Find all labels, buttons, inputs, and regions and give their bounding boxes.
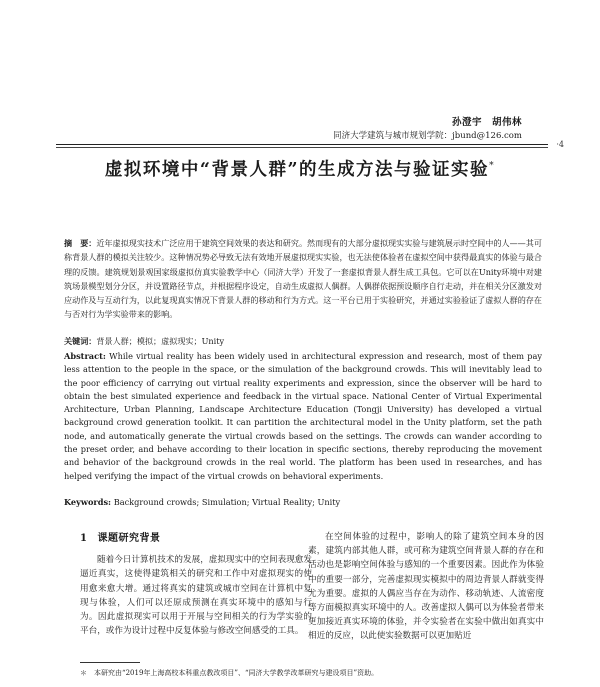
affiliation: 同济大学建筑与城市规划学院：jbund@126.com bbox=[333, 131, 522, 141]
keywords-cn-text: 背景人群；模拟；虚拟现实；Unity bbox=[96, 336, 225, 346]
abstract-english bbox=[64, 350, 542, 483]
abstract-en-text: While virtual reality has been widely used in architectural expression and research, most of them pay less attention to the people in the space, or the simulation of the background crowds. This will inevitably lead to the poor efficiency of carrying out virtual reality experiments and expression, since the observer will be hard to obtain the best simulated experience and feedback in the virtual space. National Center of Virtual Experimental Architecture, Urban Planning, Landscape Architecture Education (Tongji University) has developed a virtual background crowd generation toolkit. It can partition the architectural model in the Unity platform, set the path node, and automatically generate the virtual crowds based on the settings. The crowds can wander according to the preset order, and behave according to their location in specific sections, thereby reproducing the movement and behavior of the background crowds in the real world. The platform has been used in researches, and has helped verifying the impact of the virtual crowds on behavioral experiments. bbox=[64, 351, 542, 481]
authors: 孙澄宇 胡伟林 bbox=[451, 117, 522, 128]
body-paragraph-left: 随着今日计算机技术的发展，虚拟现实中的空间表现愈发逼近真实，这使得建筑相关的研究和工作中对虚拟现实的使用愈来愈大增。通过将真实的建筑或城市空间在计算机中复现与体验，人们可以还原成预测在真实环境中的感知与行为。因此虚拟现实可以用于开展与空间相关的行为学实验的平台，或作为设计过程中反复体验与修改空间感受的工具。 bbox=[80, 555, 312, 637]
keywords-en-label: Keywords: bbox=[64, 497, 112, 507]
paper-title bbox=[0, 156, 600, 181]
paper-title-text: 虚拟环境中“背景人群”的生成方法与验证实验 bbox=[104, 160, 490, 180]
keywords-cn-label: 关键词： bbox=[64, 336, 97, 346]
keywords-chinese bbox=[64, 336, 542, 347]
section-number: 1 bbox=[80, 533, 88, 544]
section-heading bbox=[80, 532, 312, 546]
footnote-rule bbox=[80, 662, 140, 663]
body-column-right bbox=[308, 530, 544, 644]
section-title: 课题研究背景 bbox=[97, 533, 161, 544]
title-footnote-marker: * bbox=[489, 161, 496, 172]
header-rule bbox=[56, 144, 548, 145]
keywords-en-text: Background crowds; Simulation; Virtual Reality; Unity bbox=[113, 497, 341, 507]
body-paragraph-right: 在空间体验的过程中，影响人的除了建筑空间本身的因素，建筑内部其他人群，或可称为建筑空间背景人群的存在和活动也是影响空间体验与感知的一个重要因素。因此作为体验中的重要一部分，完善虚拟现实模拟中的周边背景人群就变得尤为重要。虚拟的人偶应当存在为动作、移动轨迹、人流密度等方面模拟真实环境中的人。改善虚拟人偶可以为体验者带来更加接近真实环境的体验，并令实验者在实验中做出如真实中相近的反应，以此使实验数据可以更加贴近 bbox=[308, 532, 544, 642]
footnote: ＊ 本研究由“2019年上海高校本科重点教改项目”、“同济大学教学改革研究与建设项目”资助。 bbox=[80, 669, 379, 677]
keywords-english bbox=[64, 497, 542, 507]
abstract-chinese bbox=[64, 236, 542, 322]
header-rule-thin bbox=[56, 147, 548, 148]
abstract-cn-label: 摘 要： bbox=[64, 238, 97, 248]
abstract-en-label: Abstract: bbox=[64, 351, 106, 361]
page-mark: ·4 bbox=[556, 140, 564, 149]
body-column-left bbox=[80, 532, 312, 638]
abstract-cn-text: 近年虚拟现实技术广泛应用于建筑空间效果的表达和研究。然而现有的大部分虚拟现实实验与建筑展示时空间中的人——其可称背景人群的模拟关注较少。这种情况势必导致无法有效地开展虚拟现实实验，也无法使体验者在虚拟空间中获得最真实的体验与最合理的反馈。建筑规划景观国家级虚拟仿真实验教学中心（同济大学）开发了一套虚拟背景人群生成工具包。它可以在Unity环境中对建筑场景模型划分分区，并设置路径节点，并根据程序设定，自动生成虚拟人偶群。人偶群依据预设顺序自行走动，并在相关分区激发对应动作及与互动行为，以此复现真实情况下背景人群的移动和行为方式。这一平台已用于实验研究，并通过实验验证了虚拟人群的存在与否对行为学实验带来的影响。 bbox=[64, 238, 542, 320]
